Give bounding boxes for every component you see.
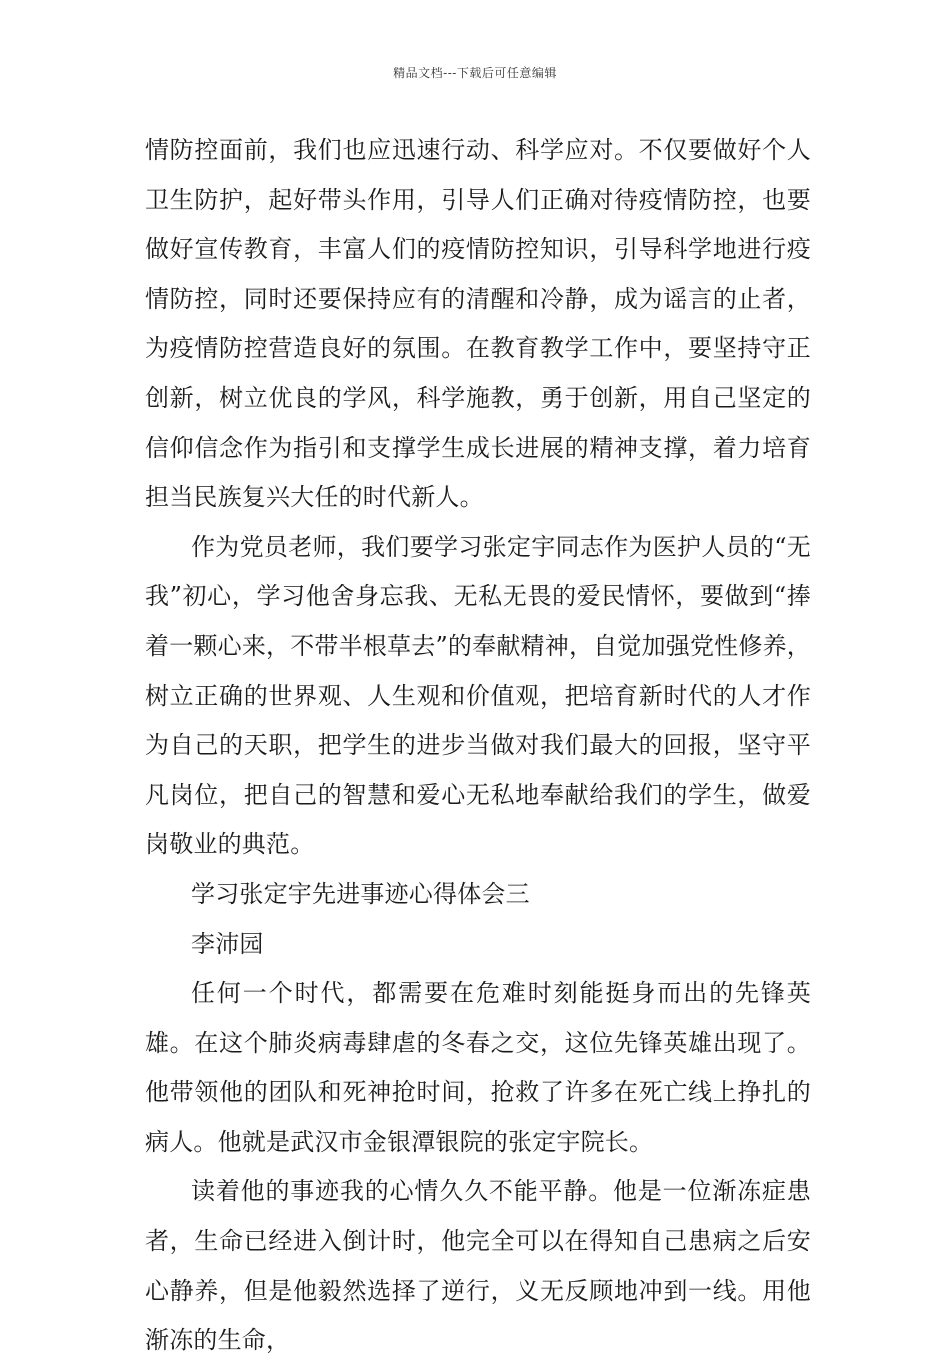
paragraph-continued: 情防控面前，我们也应迅速行动、科学应对。不仅要做好个人卫生防护，起好带头作用，引导人们正确对待疫情防控，也要做好宣传教育，丰富人们的疫情防控知识，引导科学地进行疫情防控，同时还要保持应有的清醒和冷静，成为谣言的止者，为疫情防控营造良好的氛围。在教育教学工作中，要坚持守正创新，树立优良的学风，科学施教，勇于创新，用自己坚定的信仰信念作为指引和支撑学生成长进展的精神支撑，着力培育担当民族复兴大任的时代新人。 [145, 136, 811, 512]
author-name: 李沛园 [191, 929, 264, 958]
section-title: 学习张定宇先进事迹心得体会三 [191, 879, 530, 908]
page-header: 精品文档---下载后可任意编辑 [393, 66, 557, 80]
document-body [145, 126, 811, 1366]
paragraph-party-teacher: 作为党员老师，我们要学习张定宇同志作为医护人员的“无我”初心，学习他舍身忘我、无私无畏的爱民情怀，要做到“捧着一颗心来，不带半根草去”的奉献精神，自觉加强党性修养，树立正确的世界观、人生观和价值观，把培育新时代的人才作为自己的天职，把学生的进步当做对我们最大的回报，坚守平凡岗位，把自己的智慧和爱心无私地奉献给我们的学生，做爱岗敬业的典范。 [145, 532, 811, 859]
paragraph-reading: 读着他的事迹我的心情久久不能平静。他是一位渐冻症患者，生命已经进入倒计时，他完全可以在得知自己患病之后安心静养，但是他毅然选择了逆行，义无反顾地冲到一线。用他渐冻的生命， [145, 1177, 811, 1355]
paragraph-hero: 任何一个时代，都需要在危难时刻能挺身而出的先锋英雄。在这个肺炎病毒肆虐的冬春之交，这位先锋英雄出现了。他带领他的团队和死神抢时间，抢救了许多在死亡线上挣扎的病人。他就是武汉市金银潭银院的张定宇院长。 [145, 979, 811, 1156]
